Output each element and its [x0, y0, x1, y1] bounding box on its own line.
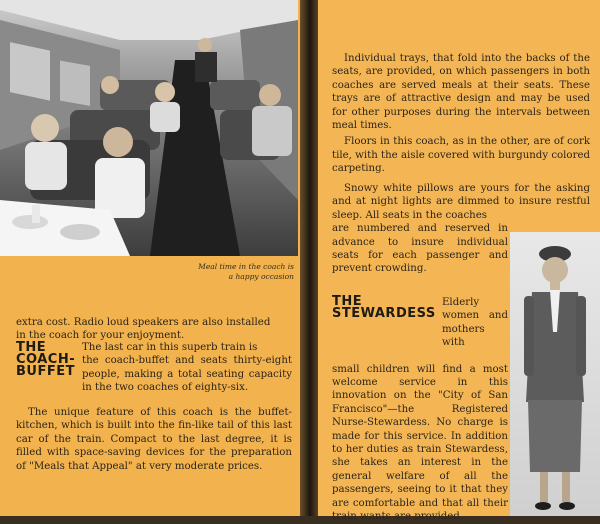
right-page	[318, 0, 600, 523]
heading-line: STEWARDESS	[332, 306, 436, 321]
coach-interior-illustration	[0, 0, 298, 256]
heading-line: BUFFET	[16, 364, 75, 379]
paragraph-text: small children will find a most welcome service in this innovation on the "City of San Francisco"—the Registered Nurse-Stewardess. No charge is made for this service. In addition to her duties as train Stewardess, she takes an interest in the general welfare of all the passengers, seeing to it that they are comfortable and that all their train wants are provided.	[332, 363, 508, 523]
coach-meal-photo	[0, 0, 298, 256]
paragraph-text: the coach-buffet and seats thirty-eight people, making a total seating capacity in the two coaches of eighty-six.	[82, 355, 292, 394]
pillows-text-narrow: are numbered and reserved in advance to insure individual seats for each passenger and prevent crowding.	[332, 223, 508, 275]
left-page	[0, 0, 300, 516]
caption-line: Meal time in the coach is	[198, 262, 294, 271]
intro-line: extra cost. Radio loud speakers are also installed	[16, 317, 271, 328]
intro-text	[16, 316, 292, 343]
paragraph-line: The last car in this superb train is	[82, 342, 258, 353]
heading-line: THE	[16, 340, 47, 355]
caption-line: a happy occasion	[228, 272, 294, 281]
heading-line: COACH-	[16, 352, 76, 367]
paragraph-line: Elderly women and mothers with	[442, 297, 508, 349]
heading-line: THE	[332, 294, 363, 309]
trays-paragraph: Individual trays, that fold into the backs of the seats, are provided, on which passengers in both coaches are served meals at their seats. These trays are of attractive design and may be used for other purposes during the intervals between meal times.	[332, 53, 590, 132]
intro-line: in the coach for your enjoyment.	[16, 330, 185, 342]
stewardess-paragraph	[332, 296, 508, 524]
photo-caption	[150, 262, 294, 282]
book-gutter	[300, 0, 318, 516]
unique-feature-paragraph: The unique feature of this coach is the buffet-kitchen, which is built into the fin-like tail of this last car of the train. Compact to the last degree, it is filled with space-saving devices for the preparation of "Meals that Appeal" at very moderate prices.	[16, 407, 292, 472]
pillows-text: Snowy white pillows are yours for the asking and at night lights are dimmed to insure restful sleep. All seats in the coaches	[332, 183, 590, 221]
stewardess-photo	[510, 232, 600, 516]
coach-buffet-paragraph	[16, 341, 292, 395]
right-top-text	[332, 52, 590, 179]
stewardess-illustration	[510, 232, 600, 516]
floors-paragraph: Floors in this coach, as in the other, are of cork tile, with the aisle covered with burgundy colored carpeting.	[332, 136, 590, 175]
